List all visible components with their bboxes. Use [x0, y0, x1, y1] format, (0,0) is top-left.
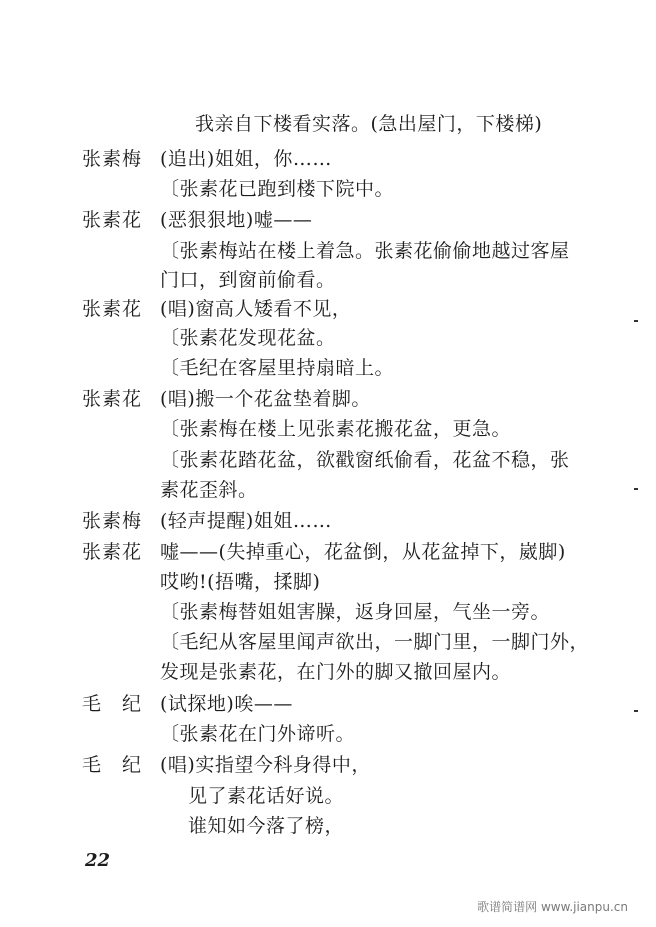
stage-direction-line: 素花歪斜。: [160, 479, 258, 501]
verse-line: 见了素花话好说。: [188, 785, 345, 807]
scan-speck: [634, 710, 638, 712]
dialogue-line: (追出)姐姐，你……: [160, 148, 332, 170]
dialogue-line: 嘘——(失掉重心，花盆倒，从花盆掉下，崴脚): [160, 541, 566, 563]
dialogue-line: (唱)搬一个花盆垫着脚。: [160, 388, 371, 410]
page-number: 22: [85, 850, 111, 871]
stage-direction-line: 〔张素梅站在楼上着急。张素花偷偷地越过客屋: [160, 240, 570, 262]
stage-direction-line: 〔张素花发现花盆。: [160, 327, 336, 349]
watermark: 歌谱简谱网 www.jianpu.cn: [477, 900, 628, 914]
stage-direction-line: 〔毛纪在客屋里持扇暗上。: [160, 357, 395, 379]
dialogue-line: (试探地)唉——: [160, 693, 293, 715]
speaker-name: 张素梅: [82, 148, 143, 170]
dialogue-line: (恶狠狠地)嘘——: [160, 209, 313, 231]
stage-direction-line: 〔张素花已跑到楼下院中。: [160, 178, 395, 200]
speaker-name: 毛 纪: [82, 693, 143, 715]
stage-direction-line: 我亲自下楼看实落。(急出屋门，下楼梯): [195, 113, 543, 135]
speaker-name: 毛 纪: [82, 754, 143, 776]
stage-direction-line: 〔毛纪从客屋里闻声欲出，一脚门里，一脚门外，: [160, 631, 590, 653]
speaker-name: 张素花: [82, 388, 143, 410]
stage-direction-line: 〔张素花踏花盆，欲戳窗纸偷看，花盆不稳，张: [160, 449, 570, 471]
speaker-name: 张素梅: [82, 510, 143, 532]
verse-line: 谁知如今落了榜，: [188, 815, 345, 837]
stage-direction-line: 〔张素花在门外谛听。: [160, 723, 356, 745]
stage-direction-line: 门口，到窗前偷看。: [160, 269, 336, 291]
stage-direction-line: 发现是张素花，在门外的脚又撤回屋内。: [160, 661, 512, 683]
scan-speck: [634, 320, 638, 322]
dialogue-line: (唱)实指望今科身得中，: [160, 754, 371, 776]
dialogue-line: (唱)窗高人矮看不见，: [160, 298, 352, 320]
scan-speck: [634, 488, 638, 490]
stage-direction-line: 〔张素梅替姐姐害臊，返身回屋，气坐一旁。: [160, 601, 551, 623]
speaker-name: 张素花: [82, 541, 143, 563]
dialogue-line: 哎哟!(捂嘴，揉脚): [160, 571, 321, 593]
speaker-name: 张素花: [82, 209, 143, 231]
dialogue-line: (轻声提醒)姐姐……: [160, 510, 332, 532]
speaker-name: 张素花: [82, 298, 143, 320]
stage-direction-line: 〔张素梅在楼上见张素花搬花盆，更急。: [160, 418, 512, 440]
